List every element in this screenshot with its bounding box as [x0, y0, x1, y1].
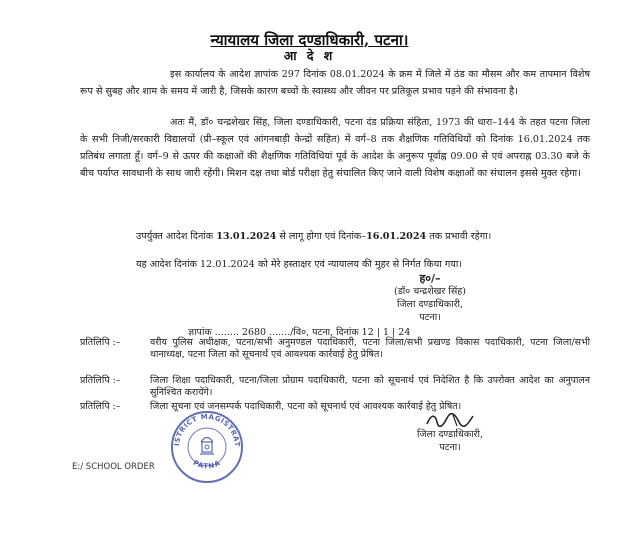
seal-text-bottom: PATNA: [191, 458, 223, 471]
copy-recipients: जिला शिक्षा पदाधिकारी, पटना/जिला प्रोग्राम पदाधिकारी, पटना को सूचनार्थ एवं निदेशित है कि उपरोक्त आदेश का अनुपालन सुनिश्चित करायेंगे।: [150, 375, 590, 398]
signature-mark: ह०/–: [419, 272, 441, 285]
effective-date-start: 13.01.2024: [216, 231, 277, 242]
seal-stamp-icon: [168, 408, 246, 486]
copy-label: प्रतिलिपि :–: [80, 401, 121, 412]
signatory-designation: जिला दण्डाधिकारी,: [397, 299, 463, 310]
copy-label: प्रतिलिपि :–: [80, 337, 121, 348]
office-title: न्यायालय जिला दण्डाधिकारी, पटना।: [210, 31, 409, 49]
paragraph-context: इस कार्यालय के आदेश ज्ञापांक 297 दिनांक 08.01.2024 के क्रम में जिले में ठंड का मौसम और कम तापमान विशेष रूप से सुबह और शाम के समय में जारी है, जिसके कारण बच्चों के स्वास्थ्य और जीवन पर प्रतिकूल प्रभाव पड़ने की संभावना है।: [80, 69, 590, 97]
paragraph-issuance: यह आदेश दिनांक 12.01.2024 को मेरे हस्ताक्षर एवं न्यायालय की मुहर से निर्गत किया गया।: [136, 259, 462, 270]
copy-recipients: वरीय पुलिस अधीक्षक, पटना/सभी अनुमण्डल पदाधिकारी, पटना जिला/सभी प्रखण्ड विकास पदाधिकारी, पटना जिला/सभी थानाध्यक्ष, पटना जिला को सूचनार्थ एवं आवश्यक कार्रवाई हेतु प्रेषित।: [150, 337, 590, 360]
svg-text:PATNA: [192, 459, 223, 471]
district-magistrate-seal: [168, 408, 246, 490]
effective-post: तक प्रभावी रहेगा।: [426, 231, 492, 242]
effective-date-end: 16.01.2024: [366, 231, 427, 242]
signatory-designation: जिला दण्डाधिकारी,: [417, 429, 483, 440]
paragraph-order: अतः मैं, डॉ० चन्द्रशेखर सिंह, जिला दण्डाधिकारी, पटना दंड प्रक्रिया संहिता, 1973 की धारा–144 के तहत पटना जिला के सभी निजी/सरकारी विद्यालयों (प्री–स्कूल एवं आंगनबाड़ी केन्द्रों सहित) में वर्ग–8 तक शैक्षणिक गतिविधियों को दिनांक 16.01.2024 तक प्रतिबंध लगाता हूँ। वर्ग–9 से ऊपर की कक्षाओं की शैक्षणिक गतिविधियां पूर्व के आदेश के अनुरूप पूर्वाह्न 09.00 से एवं अपराह्न 03.30 बजे के बीच पर्याप्त सावधानी के साथ जारी रहेंगी। मिशन दक्ष तथा बोर्ड परीक्षा हेतु संचालित किए जाने वाली विशेष कक्षाओं का संचालन इससे मुक्त रहेगा।: [80, 117, 590, 179]
signature-block-secondary: [375, 412, 525, 454]
seal-text-top: ISTRICT MAGISTRAT: [172, 412, 242, 448]
signature-block-primary: [360, 272, 500, 324]
effective-pre: उपर्युक्त आदेश दिनांक: [136, 231, 217, 242]
file-path-footer: E:/ SCHOOL ORDER: [72, 462, 155, 472]
signatory-place: पटना।: [439, 442, 461, 453]
effective-mid: से लागू होगा एवं दिनांक–: [276, 231, 367, 242]
handwritten-signature-icon: [423, 412, 483, 428]
signatory-place: पटना।: [419, 312, 441, 323]
copy-label: प्रतिलिपि :–: [80, 375, 121, 386]
signatory-name: (डॉ० चन्द्रशेखर सिंह): [394, 286, 466, 297]
order-title: आ दे श: [283, 48, 336, 63]
memo-number-line: ज्ञापांक ........ 2680 ......./वि०, पटना, दिनांक 12 | 1 | 24: [188, 327, 411, 338]
copy-recipients: जिला सूचना एवं जनसम्पर्क पदाधिकारी, पटना को सूचनार्थ एवं आवश्यक कार्रवाई हेतु प्रेषित।: [150, 401, 462, 412]
paragraph-effective-dates: [80, 228, 590, 245]
